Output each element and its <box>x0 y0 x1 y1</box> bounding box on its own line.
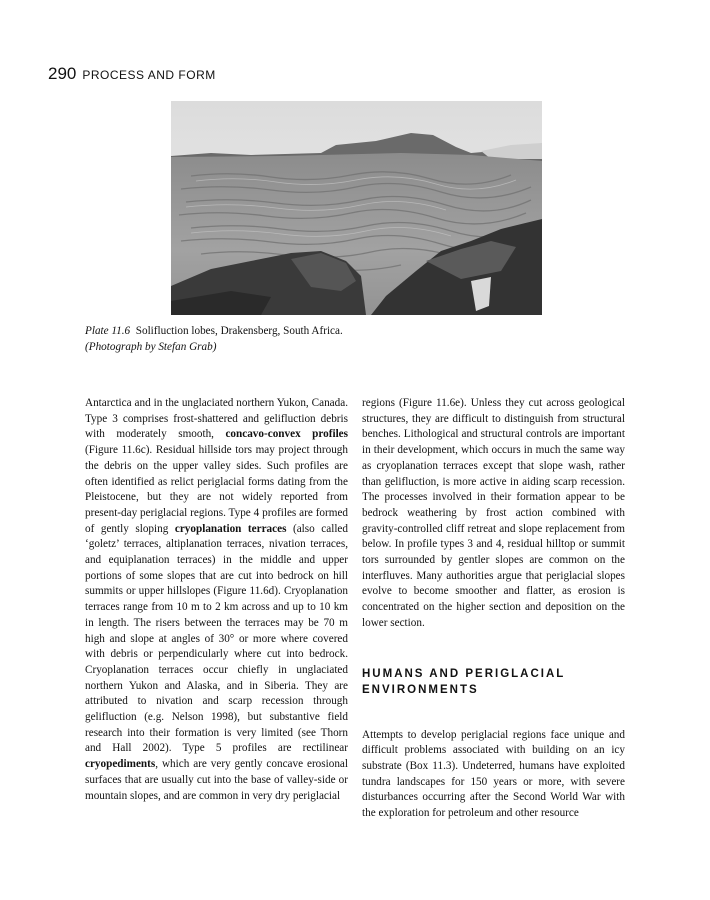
plate-photograph <box>171 101 542 315</box>
section-heading-line-1: HUMANS AND PERIGLACIAL <box>362 667 566 680</box>
term-cryopediments: cryopediments <box>85 758 156 771</box>
plate-label: Plate 11.6 <box>85 325 131 337</box>
plate-caption-text: Solifluction lobes, Drakensberg, South Africa. <box>135 325 343 337</box>
term-cryoplanation-terraces: cryoplanation terraces <box>174 522 287 535</box>
photo-credit-text: Photograph by Stefan Grab <box>88 341 213 353</box>
right-paragraph-2: Attempts to develop periglacial regions face unique and difficult problems associated with building on an icy substrate (Box 11.3). Undeterred, humans have exploited tundra landscapes for 150 years or more, with severe disturbances occurring after the Second World War with the exploration for petroleum and other resource <box>362 728 625 820</box>
page-header <box>48 64 216 84</box>
photo-credit: (Photograph by Stefan Grab) <box>85 341 217 353</box>
left-paragraph: Antarctica and in the unglaciated northern Yukon, Canada. Type 3 comprises frost-shattered and gelifluction debris with moderately smooth, concavo-convex profiles (Figure 11.6c). Residual hillside tors may project through the debris on the upper valley sides. Such profiles are often identified as relict periglacial forms dating from the Pleistocene, but they are not widely reported from present-day periglacial regions. Type 4 profiles are formed of gently sloping cryoplanation terraces (also called ‘goletz’ terraces, altiplanation terraces, nivation terraces, and equiplanation terraces) in the middle and upper portions of some slopes that are cut into bedrock on hill summits or upper hillslopes (Figure 11.6d). Cryoplanation terraces range from 10 m to 2 km across and up to 10 km in length. The risers between the terraces may be 70 m high and slope at angles of 30° or more where covered with debris or perpendicularly where cut into bedrock. Cryoplanation terraces occur chiefly in unglaciated northern Yukon and Alaska, and in Siberia. They are attributed to nivation and scarp recession through gelifluction (e.g. Nelson 1998), but substantive field research into their formation is very limited (see Thorn and Hall 2002). Type 5 profiles are rectilinear cryopediments, which are very gently concave erosional surfaces that are usually cut into the base of valley-side or mountain slopes, and are common in very dry periglacial <box>85 397 348 802</box>
section-heading <box>362 666 625 698</box>
left-column <box>85 396 348 804</box>
right-column <box>362 396 625 822</box>
solifluction-photo <box>171 101 542 315</box>
term-concavo-convex: concavo-convex profiles <box>225 428 348 441</box>
running-head: PROCESS AND FORM <box>82 68 216 82</box>
section-heading-line-2: ENVIRONMENTS <box>362 683 479 696</box>
page-number: 290 <box>48 64 77 83</box>
plate-caption <box>85 323 485 355</box>
right-paragraph-1: regions (Figure 11.6e). Unless they cut across geological structures, they are difficult to distinguish from structural benches. Lithological and structural controls are important in their development, which occurs in much the same way as cryoplanation terraces except that slope wash, rather than gelifluction, is more active in aiding scarp recession. The processes involved in their formation appear to be bedrock weathering by frost action combined with gravity-controlled cliff retreat and slope replacement from below. In profile types 3 and 4, residual hilltop or summit tors surrounded by gentler slopes are common on the interfluves. Many authorities argue that periglacial slopes evolve to become smoother and flatter, as erosion is concentrated on the higher section and deposition on the lower section. <box>362 397 625 629</box>
